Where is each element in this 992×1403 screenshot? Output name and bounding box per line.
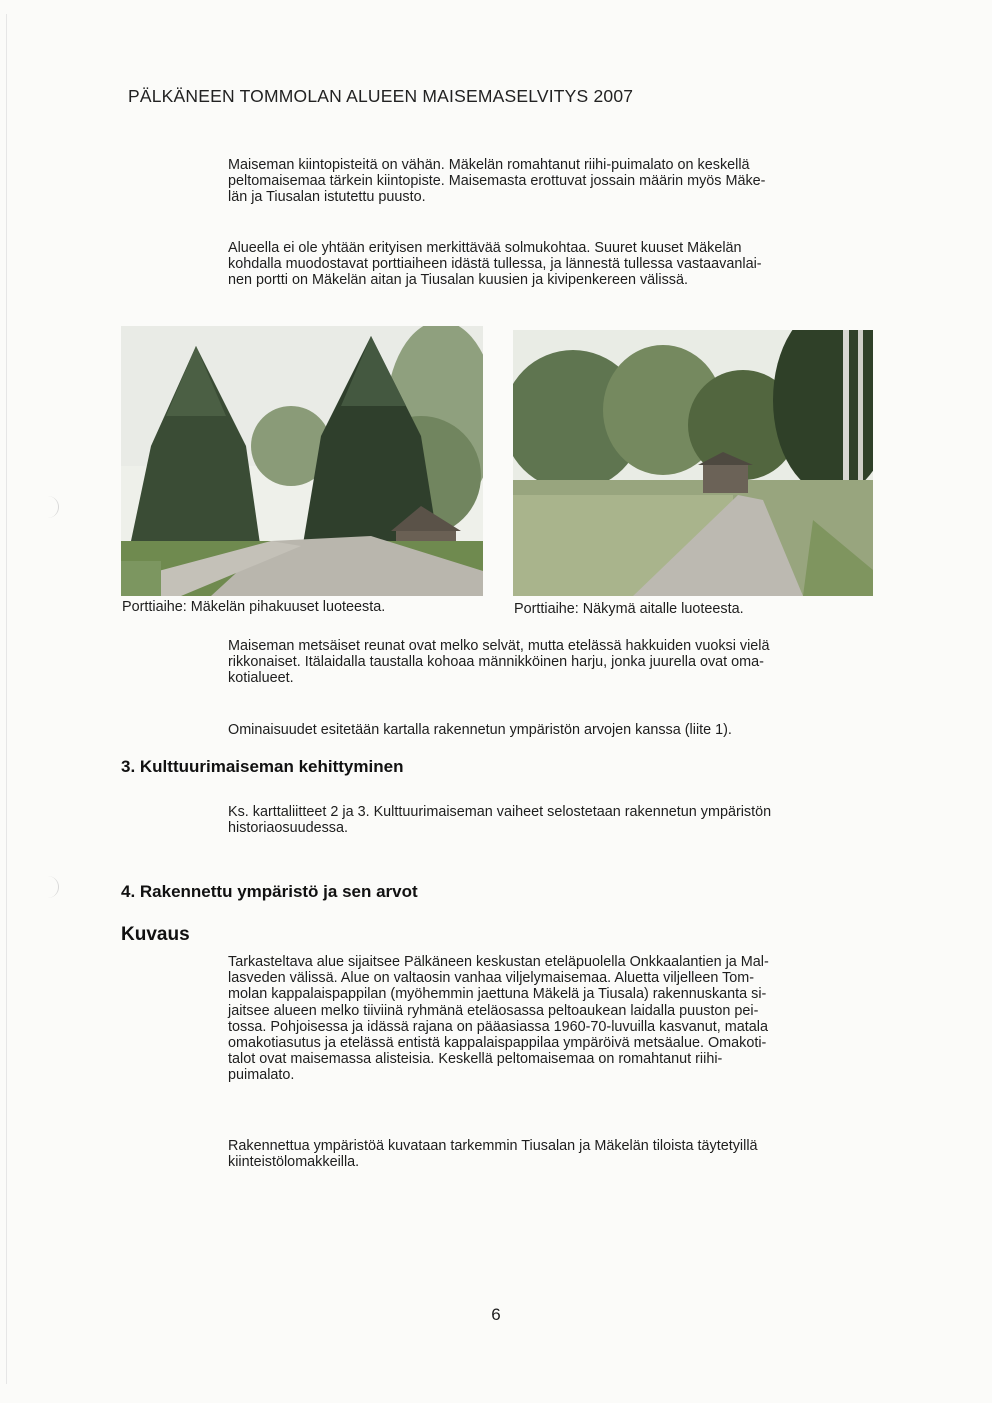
punch-hole-mark <box>44 496 59 518</box>
text-line: omakotiasutus ja etelässä entistä kappalaispappilaa ympäröivä metsäalue. Omakoti- <box>228 1035 767 1052</box>
section-3-paragraph <box>228 804 898 836</box>
section-3-heading: 3. Kulttuurimaiseman kehittyminen <box>121 757 404 776</box>
section-4-heading: 4. Rakennettu ympäristö ja sen arvot <box>121 882 418 901</box>
text-line: jaitsee alueen melko tiiviinä ryhmänä eteläosassa peltoaukean laidalla puuston pei- <box>228 1002 759 1019</box>
text-line: Maiseman kiintopisteitä on vähän. Mäkelän romahtanut riihi-puimalato on keskellä <box>228 157 750 173</box>
text-line: Rakennettua ympäristöä kuvataan tarkemmin Tiusalan ja Mäkelän tiloista täytetyillä <box>228 1138 758 1154</box>
page-edge-line <box>6 14 7 1384</box>
photo-granary-view <box>513 330 873 596</box>
photo-image <box>513 330 873 596</box>
text-line: tossa. Pohjoisessa ja idässä rajana on pääasiassa 1960-70-luvuilla kasvanut, matala <box>228 1018 768 1035</box>
subheading-kuvaus: Kuvaus <box>121 924 190 945</box>
text-line: kotialueet. <box>228 670 294 687</box>
photo-makela-spruces <box>121 326 483 596</box>
text-line: Maiseman metsäiset reunat ovat melko selvät, mutta etelässä hakkuiden vuoksi vielä <box>228 638 770 654</box>
text-line: län ja Tiusalan istutettu puusto. <box>228 189 426 206</box>
punch-hole-mark <box>44 876 59 898</box>
text-line: molan kappalaispappilan (myöhemmin jaettuna Mäkelä ja Tiusala) rakennuskanta si- <box>228 986 767 1003</box>
edges-paragraph <box>228 638 898 687</box>
document-header: PÄLKÄNEEN TOMMOLAN ALUEEN MAISEMASELVITYS 2007 <box>128 86 634 106</box>
photo-image <box>121 326 483 596</box>
text-line: nen portti on Mäkelän aitan ja Tiusalan kuusien ja kivipenkereen välissä. <box>228 272 688 289</box>
photo-caption-left: Porttiaihe: Mäkelän pihakuuset luoteesta. <box>122 599 386 615</box>
intro-paragraph-2 <box>228 240 898 289</box>
text-line: Ominaisuudet esitetään kartalla rakennetun ympäristön arvojen kanssa (liite 1). <box>228 722 732 738</box>
section-4-paragraph-2 <box>228 1138 898 1170</box>
text-line: puimalato. <box>228 1067 295 1084</box>
text-line: peltomaisemaa tärkein kiintopiste. Maisemasta erottuvat jossain määrin myös Mäke- <box>228 173 766 190</box>
text-line: historiaosuudessa. <box>228 820 348 837</box>
properties-paragraph <box>228 722 898 738</box>
intro-paragraph-1 <box>228 157 898 206</box>
text-line: Ks. karttaliitteet 2 ja 3. Kulttuurimaiseman vaiheet selostetaan rakennetun ympäristön <box>228 804 772 820</box>
text-line: kiinteistölomakkeilla. <box>228 1154 360 1171</box>
text-line: rikkonaiset. Itälaidalla taustalla kohoaa männikköinen harju, jonka juurella ovat oma- <box>228 654 764 671</box>
page-number: 6 <box>491 1305 501 1324</box>
text-line: talot ovat maisemassa alisteisia. Keskellä peltomaisemaa on romahtanut riihi- <box>228 1051 723 1068</box>
text-line: kohdalla muodostavat porttiaiheen idästä tullessa, ja lännestä tullessa vastaavanlai- <box>228 256 762 273</box>
text-line: Tarkasteltava alue sijaitsee Pälkäneen keskustan eteläpuolella Onkkaalantien ja Mal- <box>228 954 769 970</box>
text-line: Alueella ei ole yhtään erityisen merkittävää solmukohtaa. Suuret kuuset Mäkelän <box>228 240 742 256</box>
photo-caption-right: Porttiaihe: Näkymä aitalle luoteesta. <box>514 601 744 617</box>
text-line: lasveden välissä. Alue on valtaosin vanhaa viljelymaisemaa. Aluetta viljelleen Tom- <box>228 970 755 987</box>
section-4-paragraph-1 <box>228 954 898 1084</box>
